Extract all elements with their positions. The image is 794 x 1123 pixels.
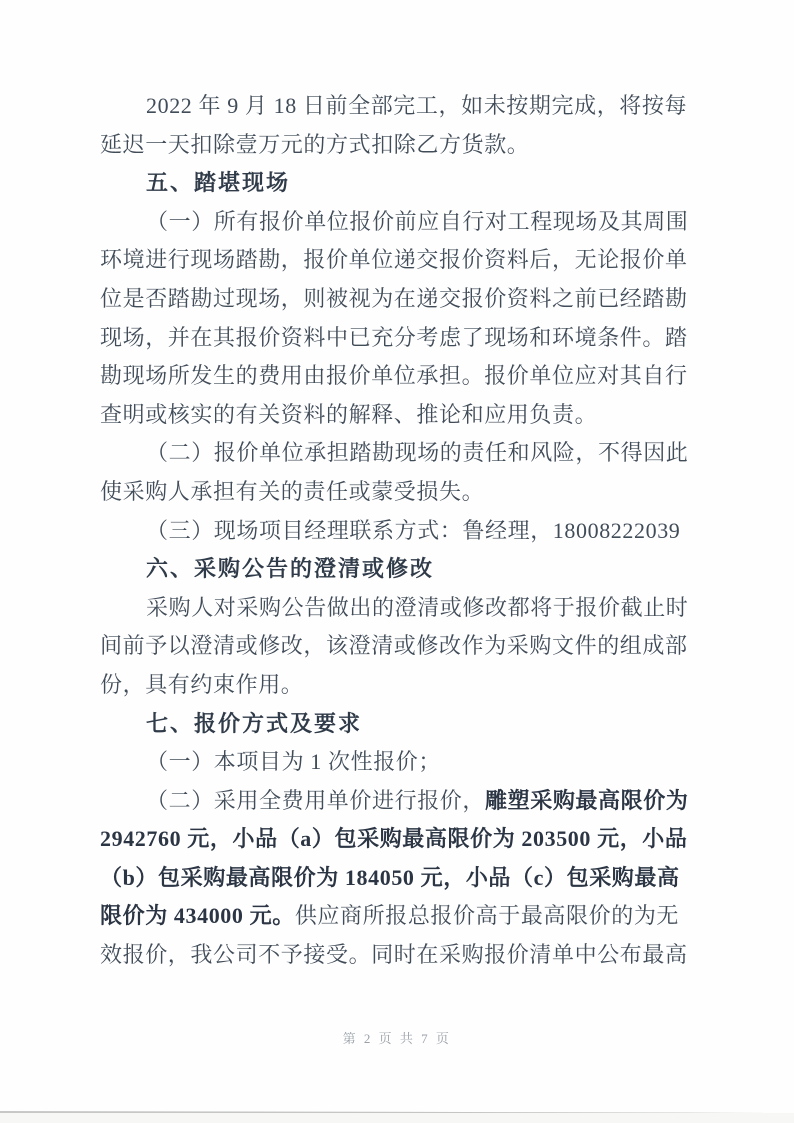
text-segment: 使采购人承担有关的责任或蒙受损失。 bbox=[100, 478, 485, 504]
text-line bbox=[100, 280, 760, 319]
text-line bbox=[100, 666, 760, 705]
section-heading bbox=[100, 550, 760, 589]
text-segment: 2022 年 9 月 18 日前全部完工，如未按期完成，将按每 bbox=[146, 93, 688, 118]
scan-bottom-margin bbox=[0, 1113, 794, 1123]
text-line bbox=[100, 512, 760, 551]
section-heading bbox=[100, 705, 760, 744]
text-segment: 查明或核实的有关资料的解释、推论和应用负责。 bbox=[100, 401, 598, 427]
text-line bbox=[100, 434, 760, 473]
text-line bbox=[100, 396, 760, 435]
text-line bbox=[100, 203, 760, 242]
text-line bbox=[100, 241, 760, 280]
text-line bbox=[100, 126, 760, 165]
text-segment: 延迟一天扣除壹万元的方式扣除乙方货款。 bbox=[100, 131, 530, 157]
text-segment: 五、踏堪现场 bbox=[146, 170, 291, 196]
text-segment: （一）本项目为 1 次性报价； bbox=[146, 749, 442, 775]
text-line bbox=[100, 357, 760, 396]
text-segment: 效报价，我公司不予接受。同时在采购报价清单中公布最高 bbox=[100, 942, 688, 968]
text-segment: （三）现场项目经理联系方式：鲁经理，18008222039 bbox=[146, 517, 681, 543]
text-segment: 间前予以澄清或修改，该澄清或修改作为采购文件的组成部 bbox=[100, 633, 688, 659]
text-segment: （b）包采购最高限价为 184050 元，小品（c）包采购最高 bbox=[100, 864, 680, 890]
text-line bbox=[100, 87, 760, 126]
text-line bbox=[100, 473, 760, 512]
document-body bbox=[100, 87, 760, 975]
text-segment: （二）报价单位承担踏勘现场的责任和风险，不得因此 bbox=[146, 440, 689, 466]
text-line bbox=[100, 627, 760, 666]
text-line bbox=[100, 936, 760, 975]
text-segment: 勘现场所发生的费用由报价单位承担。报价单位应对其自行 bbox=[100, 363, 688, 389]
text-segment: 位是否踏勘过现场，则被视为在递交报价资料之前已经踏勘 bbox=[100, 285, 688, 311]
page-number: 第 2 页 共 7 页 bbox=[342, 1031, 452, 1046]
text-line bbox=[100, 782, 760, 821]
text-segment: 现场，并在其报价资料中已充分考虑了现场和环境条件。踏 bbox=[100, 324, 688, 350]
text-line bbox=[100, 743, 760, 782]
text-line bbox=[100, 319, 760, 358]
text-line bbox=[100, 820, 760, 859]
text-segment: 份，具有约束作用。 bbox=[100, 671, 304, 697]
text-segment: 供应商所报总报价高于最高限价的为无 bbox=[294, 903, 680, 929]
section-heading bbox=[100, 164, 760, 203]
text-segment: 采购人对采购公告做出的澄清或修改都将于报价截止时 bbox=[146, 594, 689, 620]
text-segment: 七、报价方式及要求 bbox=[146, 710, 363, 736]
text-segment: 雕塑采购最高限价为 bbox=[485, 787, 689, 813]
text-segment: 环境进行现场踏勘，报价单位递交报价资料后，无论报价单 bbox=[100, 247, 688, 273]
text-segment: （一）所有报价单位报价前应自行对工程现场及其周围 bbox=[146, 208, 689, 234]
text-segment: 2942760 元，小品（a）包采购最高限价为 203500 元，小品 bbox=[100, 826, 688, 852]
text-segment: 限价为 434000 元。 bbox=[100, 903, 295, 929]
text-line bbox=[100, 897, 760, 936]
text-segment: 六、采购公告的澄清或修改 bbox=[146, 556, 435, 582]
text-line bbox=[100, 589, 760, 628]
text-line bbox=[100, 859, 760, 898]
text-segment: （二）采用全费用单价进行报价， bbox=[146, 787, 486, 813]
